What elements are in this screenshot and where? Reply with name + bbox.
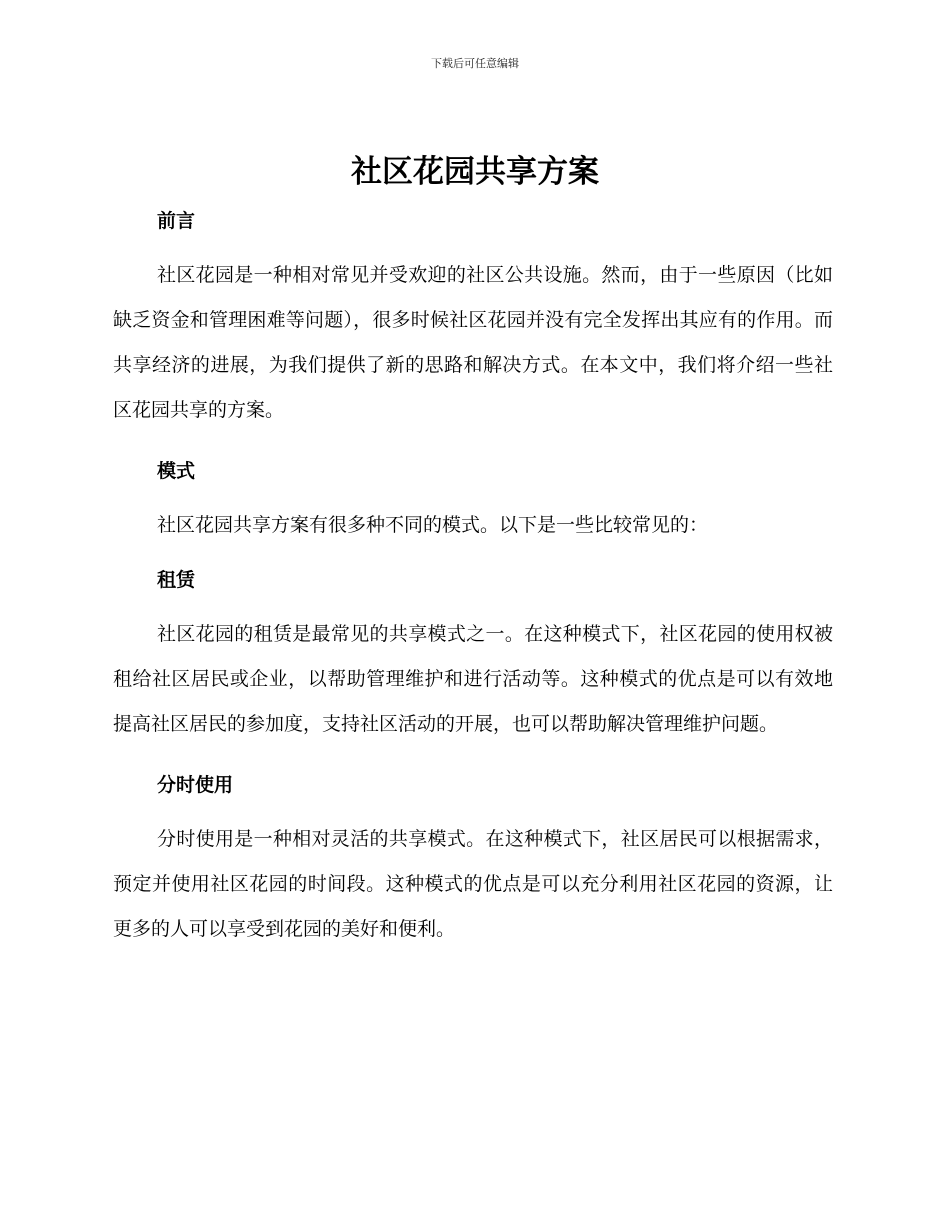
section-heading-timeshare: 分时使用: [157, 774, 234, 796]
header-note: 下载后可任意编辑: [431, 57, 519, 70]
section-paragraph-preface: 社区花园是一种相对常见并受欢迎的社区公共设施。然而，由于一些原因（比如缺乏资金和管理困难等问题），很多时候社区花园并没有完全发挥出其应有的作用。而共享经济的进展，为我们提供了新的思路和解决方式。在本文中，我们将介绍一些社区花园共享的方案。: [113, 264, 833, 421]
section-heading-modes: 模式: [157, 460, 196, 482]
section-heading-preface: 前言: [157, 210, 196, 232]
document-body: [113, 203, 833, 952]
document-title: 社区花园共享方案: [351, 154, 599, 190]
section-paragraph-leasing: 社区花园的租赁是最常见的共享模式之一。在这种模式下，社区花园的使用权被租给社区居民或企业，以帮助管理维护和进行活动等。这种模式的优点是可以有效地提高社区居民的参加度，支持社区活动的开展，也可以帮助解决管理维护问题。: [113, 623, 833, 735]
section-paragraph-modes: 社区花园共享方案有很多种不同的模式。以下是一些比较常见的：: [157, 514, 709, 536]
section-heading-leasing: 租赁: [157, 569, 196, 591]
section-paragraph-timeshare: 分时使用是一种相对灵活的共享模式。在这种模式下，社区居民可以根据需求，预定并使用社区花园的时间段。这种模式的优点是可以充分利用社区花园的资源，让更多的人可以享受到花园的美好和便利。: [113, 828, 833, 940]
